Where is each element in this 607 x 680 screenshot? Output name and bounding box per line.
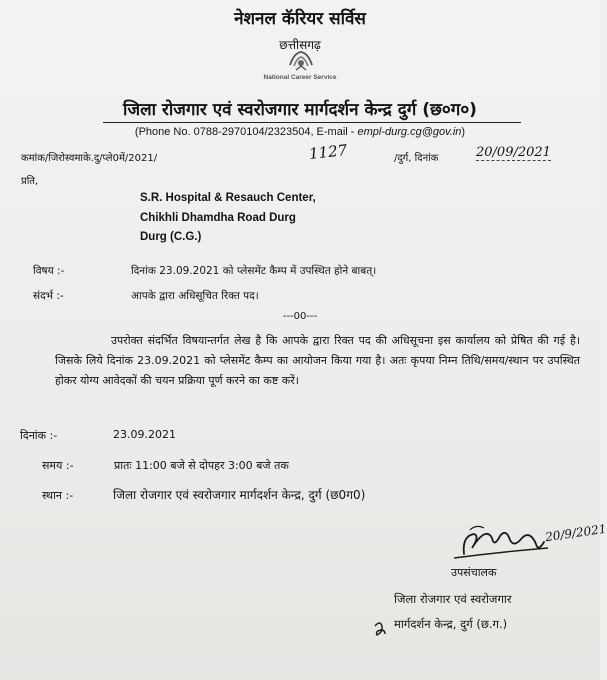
subject-label: विषय :- bbox=[33, 265, 65, 277]
signature-mark bbox=[440, 518, 590, 568]
addressee-line-3: Durg (C.G.) bbox=[140, 231, 202, 243]
reference-number-handwritten: 1127 bbox=[308, 141, 349, 163]
subject-text: दिनांक 23.09.2021 को प्लेसमेंट कैम्प में उपस्थित होने बाबत्। bbox=[131, 265, 377, 277]
reference-number-label: कमांक/जिरोस्वमाके.दु/प्ले0में/2021/ bbox=[21, 153, 158, 164]
reference-date-handwritten: 20/09/2021 bbox=[476, 145, 551, 160]
reference-label: संदर्भ :- bbox=[33, 290, 64, 302]
ncs-logo-icon bbox=[284, 49, 318, 71]
reference-date-label: /दुर्ग, दिनांक bbox=[394, 153, 439, 164]
logo-caption: National Career Service bbox=[263, 74, 337, 81]
letter-body: उपरोक्त संदर्भित विषयान्तर्गत लेख है कि आपके द्वारा रिक्त पद की अधिसूचना इस कार्यालय को प्रेषित की गई है। जिसके लिये दिनांक 23.09.2021 को प्लेसमेंट कैम्प का आयोजन किया गया है। अतः कृपया निम्न तिथि/समय/स्थान पर उपस्थित होकर योग्य आवेदकों की चयन प्रक्रिया पूर्ण करने का कष्ट करें। bbox=[55, 334, 580, 387]
signature-date: 20/9/2021 bbox=[544, 521, 607, 545]
date-label: दिनांक :- bbox=[20, 429, 58, 442]
time-label: समय :- bbox=[42, 459, 74, 472]
prati-label: प्रति, bbox=[21, 176, 39, 187]
contact-line bbox=[0, 126, 600, 138]
reference-text: आपके द्वारा अधिसूचित रिक्त पद। bbox=[131, 290, 259, 302]
designation: उपसंचालक bbox=[451, 566, 497, 579]
office-title: जिला रोजगार एवं स्वरोजगार मार्गदर्शन केन्द्र दुर्ग (छ०ग०) bbox=[123, 100, 477, 120]
section-divider: ---00--- bbox=[282, 311, 318, 322]
pen-tick-mark bbox=[372, 618, 388, 638]
contact-suffix: ) bbox=[461, 126, 466, 138]
header-rule bbox=[103, 122, 521, 123]
contact-prefix: (Phone No. 0788-2970104/2323504, E-mail - bbox=[134, 126, 358, 138]
signatory-office-line-2: मार्गदर्शन केन्द्र, दुर्ग (छ.ग.) bbox=[394, 617, 508, 631]
letterhead-title: नेशनल कॅरियर सर्विस bbox=[234, 9, 366, 29]
state-name: छत्तीसगढ़ bbox=[279, 38, 321, 52]
addressee-line-2: Chikhli Dhamdha Road Durg bbox=[140, 212, 296, 224]
time-value: प्रातः 11:00 बजे से दोपहर 3:00 बजे तक bbox=[114, 459, 289, 472]
addressee-line-1: S.R. Hospital & Resauch Center, bbox=[140, 192, 316, 204]
contact-email: empl-durg.cg@gov.in bbox=[357, 126, 462, 138]
date-value: 23.09.2021 bbox=[113, 428, 176, 441]
place-label: स्थान :- bbox=[42, 489, 74, 502]
place-value: जिला रोजगार एवं स्वरोजगार मार्गदर्शन केन्द्र, दुर्ग (छ0ग0) bbox=[113, 488, 366, 502]
signatory-office-line-1: जिला रोजगार एवं स्वरोजगार bbox=[394, 592, 512, 606]
